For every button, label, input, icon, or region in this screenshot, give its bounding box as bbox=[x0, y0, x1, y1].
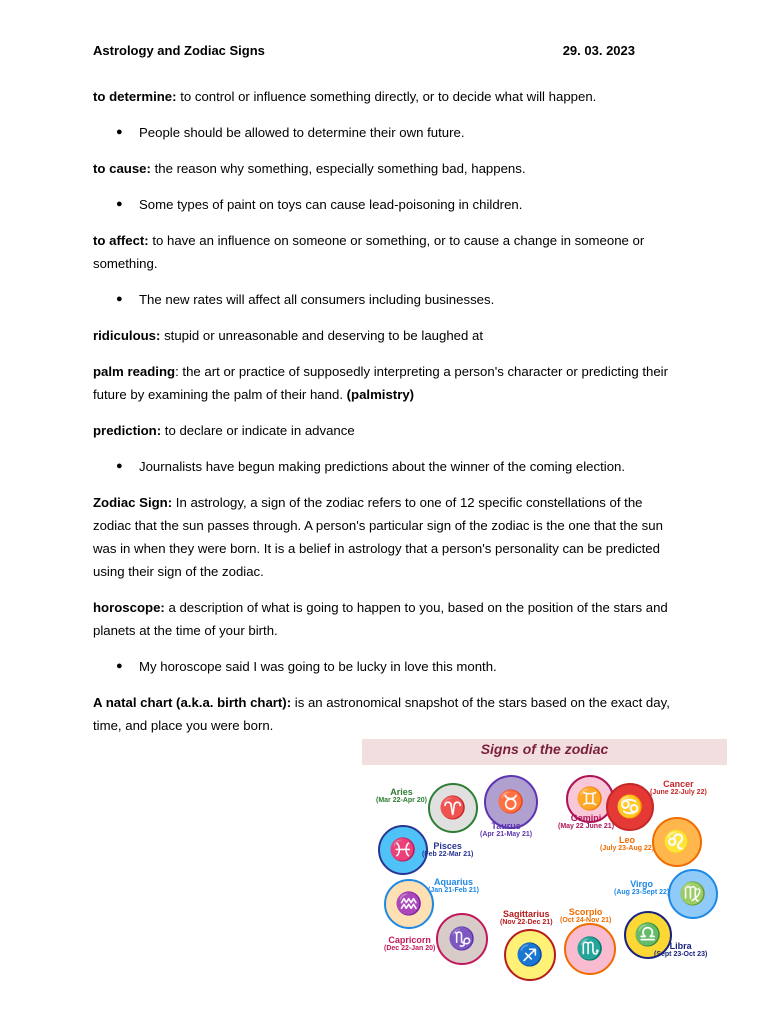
sign-name: Taurus bbox=[491, 821, 521, 831]
definition: In astrology, a sign of the zodiac refers to one of 12 specific constellations of the zodiac that the sun passes through. A person's particular sign of the zodiac is the one that the sun was in when they were born. It is a belief in astrology that a person's personality can be predicted using their sign of the zodiac. bbox=[93, 495, 663, 579]
archer-icon: ♐ bbox=[504, 929, 556, 981]
zodiac-signs-figure bbox=[362, 739, 727, 979]
sign-name: Leo bbox=[619, 835, 636, 845]
bullet-icon: ● bbox=[116, 126, 123, 138]
definition: : the art or practice of supposedly interpreting a person's character or predicting their future by examining the palm of their hand. bbox=[93, 364, 668, 402]
sign-dates: (Oct 24-Nov 21) bbox=[560, 917, 612, 924]
definition: stupid or unreasonable and deserving to be laughed at bbox=[160, 328, 484, 343]
entry-prediction bbox=[93, 419, 683, 442]
bullet-icon: ● bbox=[116, 660, 123, 672]
scorpion-icon: ♏ bbox=[564, 923, 616, 975]
sign-name: Libra bbox=[669, 941, 692, 951]
fish-icon: ♓ bbox=[378, 825, 428, 875]
crab-icon: ♋ bbox=[606, 783, 654, 831]
term: ridiculous: bbox=[93, 328, 161, 343]
example-horoscope bbox=[93, 655, 683, 678]
term-synonym: (palmistry) bbox=[346, 387, 415, 402]
zodiac-sign-gemini bbox=[558, 813, 614, 831]
definition: the reason why something, especially something bad, happens. bbox=[150, 161, 526, 176]
sign-name: Cancer bbox=[663, 779, 694, 789]
sign-name: Aries bbox=[390, 787, 413, 797]
document-header bbox=[93, 43, 635, 59]
sign-name: Virgo bbox=[630, 879, 654, 889]
example-text: People should be allowed to determine their own future. bbox=[139, 125, 465, 140]
bullet-icon: ● bbox=[116, 293, 123, 305]
twins-icon: ♊ bbox=[566, 775, 614, 823]
scales-icon: ♎ bbox=[624, 911, 672, 959]
entry-cause bbox=[93, 157, 683, 180]
document-title: Astrology and Zodiac Signs bbox=[93, 43, 265, 58]
definition: a description of what is going to happen to you, based on the position of the stars and planets at the time of your birth. bbox=[93, 600, 668, 638]
goat-icon: ♑ bbox=[436, 913, 488, 965]
zodiac-sign-capricorn bbox=[384, 935, 435, 953]
sign-dates: (June 22-July 22) bbox=[650, 789, 707, 796]
sign-dates: (Aug 23-Sept 22) bbox=[614, 889, 670, 896]
sign-dates: (Sept 23-Oct 23) bbox=[654, 951, 708, 958]
term: to affect: bbox=[93, 233, 149, 248]
example-text: My horoscope said I was going to be lucky in love this month. bbox=[139, 659, 497, 674]
example-prediction bbox=[93, 455, 683, 478]
example-cause bbox=[93, 193, 683, 216]
sign-dates: (Apr 21-May 21) bbox=[480, 831, 533, 838]
entry-palm-reading bbox=[93, 360, 683, 406]
term: to cause: bbox=[93, 161, 151, 176]
sign-dates: (Dec 22-Jan 20) bbox=[384, 945, 436, 952]
example-text: Some types of paint on toys can cause lead-poisoning in children. bbox=[139, 197, 523, 212]
definition: is an astronomical snapshot of the stars based on the exact day, time, and place you were born. bbox=[93, 695, 670, 733]
zodiac-title: Signs of the zodiac bbox=[480, 741, 609, 757]
definition: to declare or indicate in advance bbox=[161, 423, 355, 438]
sign-dates: (May 22 June 21) bbox=[558, 823, 615, 830]
sign-name: Capricorn bbox=[388, 935, 431, 945]
example-text: Journalists have begun making predictions about the winner of the coming election. bbox=[139, 459, 626, 474]
example-determine bbox=[93, 121, 683, 144]
sign-name: Pisces bbox=[433, 841, 462, 851]
entry-ridiculous bbox=[93, 324, 683, 347]
bull-icon: ♉ bbox=[484, 775, 538, 829]
entry-determine bbox=[93, 85, 683, 108]
sign-name: Scorpio bbox=[568, 907, 603, 917]
example-text: The new rates will affect all consumers including businesses. bbox=[139, 292, 495, 307]
zodiac-sign-leo bbox=[600, 835, 654, 853]
document-date: 29. 03. 2023 bbox=[562, 43, 635, 58]
entry-zodiac-sign bbox=[93, 491, 683, 583]
entry-horoscope bbox=[93, 596, 683, 642]
zodiac-sign-pisces bbox=[422, 841, 473, 859]
zodiac-sign-scorpio bbox=[560, 907, 611, 925]
bullet-icon: ● bbox=[116, 198, 123, 210]
zodiac-sign-libra bbox=[654, 941, 707, 959]
sign-dates: (Jan 21-Feb 21) bbox=[428, 887, 479, 894]
term: palm reading bbox=[93, 364, 176, 379]
sign-name: Gemini bbox=[570, 813, 602, 823]
zodiac-sign-sagittarius bbox=[500, 909, 553, 927]
sign-name: Aquarius bbox=[433, 877, 473, 887]
zodiac-sign-taurus bbox=[480, 821, 532, 839]
zodiac-sign-virgo bbox=[614, 879, 669, 897]
definition: to control or influence something directly, or to decide what will happen. bbox=[176, 89, 597, 104]
sign-dates: (Mar 22-Apr 20) bbox=[376, 797, 427, 804]
lion-icon: ♌ bbox=[652, 817, 702, 867]
water-bearer-icon: ♒ bbox=[384, 879, 434, 929]
term: A natal chart (a.k.a. birth chart): bbox=[93, 695, 292, 710]
zodiac-sign-aquarius bbox=[428, 877, 479, 895]
definition: to have an influence on someone or something, or to cause a change in someone or something. bbox=[93, 233, 645, 271]
term: horoscope: bbox=[93, 600, 165, 615]
sign-dates: (Nov 22-Dec 21) bbox=[500, 919, 553, 926]
term: prediction: bbox=[93, 423, 162, 438]
zodiac-sign-cancer bbox=[650, 779, 707, 797]
bullet-icon: ● bbox=[116, 460, 123, 472]
sign-name: Sagittarius bbox=[503, 909, 550, 919]
sign-dates: (Feb 22-Mar 21) bbox=[422, 851, 474, 858]
entry-natal-chart bbox=[93, 691, 683, 737]
maiden-icon: ♍ bbox=[668, 869, 718, 919]
sign-dates: (July 23-Aug 22) bbox=[600, 845, 655, 852]
term: Zodiac Sign: bbox=[93, 495, 173, 510]
ram-icon: ♈ bbox=[428, 783, 478, 833]
example-affect bbox=[93, 288, 683, 311]
vocabulary-list bbox=[93, 85, 683, 750]
term: to determine: bbox=[93, 89, 177, 104]
entry-affect bbox=[93, 229, 683, 275]
zodiac-sign-aries bbox=[376, 787, 427, 805]
